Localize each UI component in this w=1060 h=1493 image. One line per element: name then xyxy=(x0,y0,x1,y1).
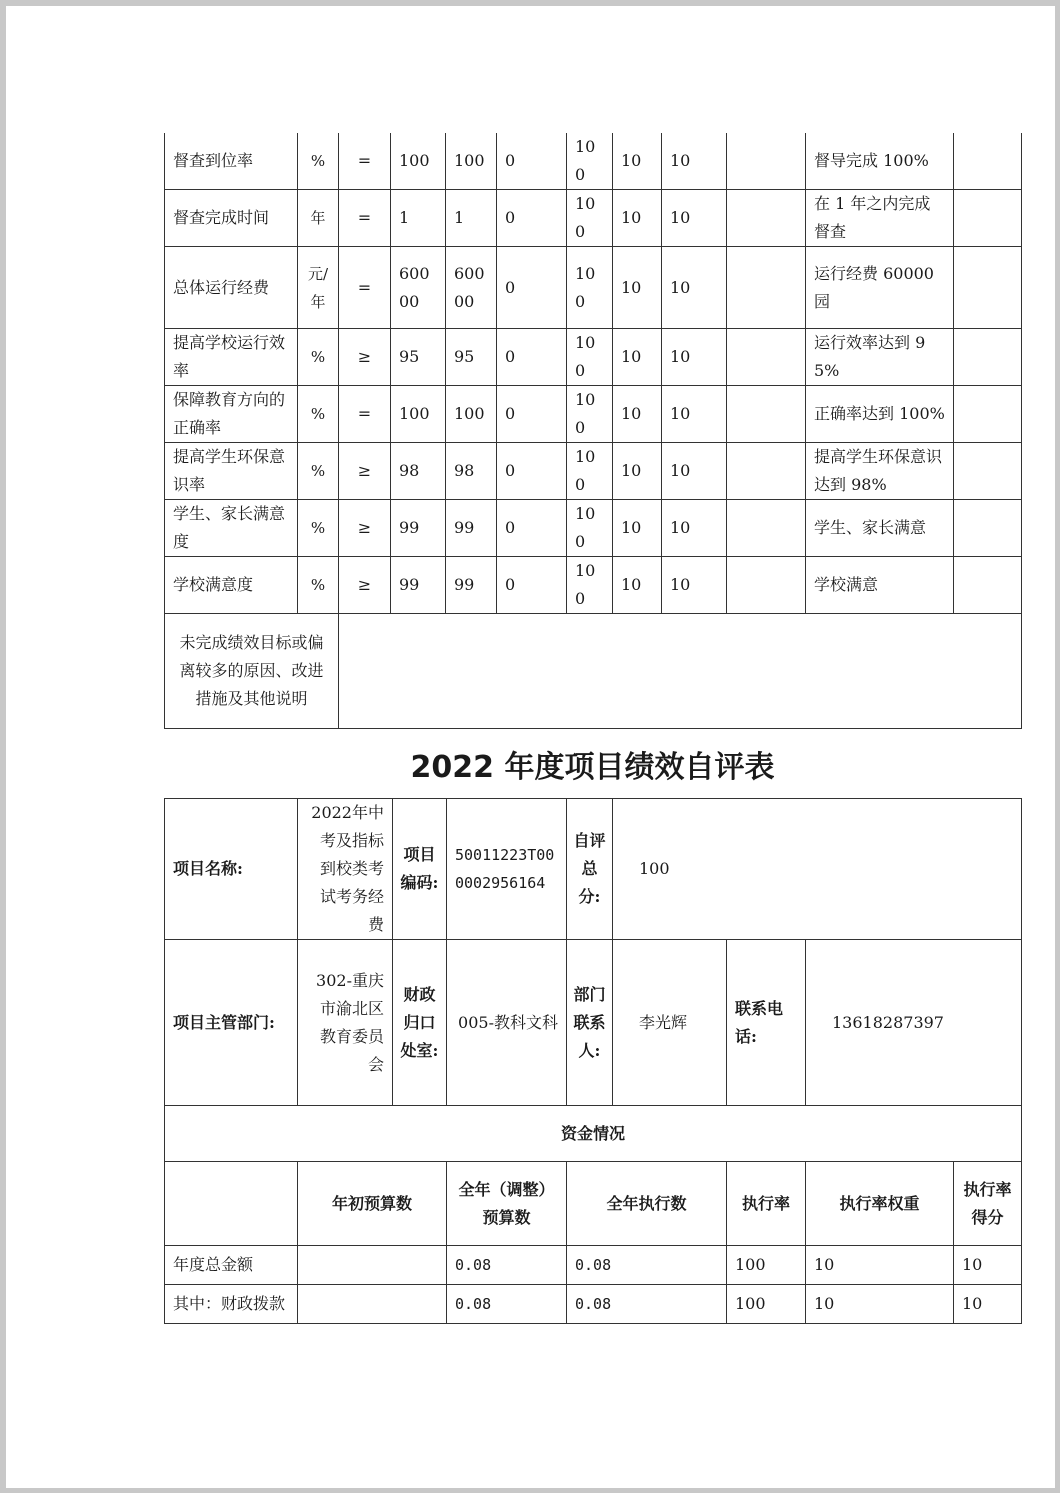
indicator-deviation: 0 xyxy=(497,247,567,329)
indicator-extra xyxy=(727,190,806,247)
indicator-description: 运行经费 60000 园 xyxy=(806,247,954,329)
indicator-weight: 10 xyxy=(613,557,662,614)
indicator-row xyxy=(165,133,1022,190)
indicator-note xyxy=(954,329,1022,386)
indicator-extra xyxy=(727,133,806,190)
funds-header-rate-weight: 执行率权重 xyxy=(806,1162,954,1246)
self-score-label: 自评总分: xyxy=(567,799,613,940)
project-self-evaluation-table xyxy=(164,798,1022,1324)
indicator-description: 运行效率达到 95% xyxy=(806,329,954,386)
funds-cell: 100 xyxy=(727,1285,806,1324)
indicator-rate: 100 xyxy=(567,557,613,614)
indicator-description: 督导完成 100% xyxy=(806,133,954,190)
indicator-actual: 100 xyxy=(446,386,497,443)
funds-header-item xyxy=(165,1162,298,1246)
indicator-unit: % xyxy=(298,329,339,386)
indicator-score: 10 xyxy=(662,557,727,614)
indicator-name: 提高学校运行效率 xyxy=(165,329,298,386)
indicator-note xyxy=(954,386,1022,443)
indicator-name: 学生、家长满意度 xyxy=(165,500,298,557)
funds-header-initial-budget: 年初预算数 xyxy=(298,1162,447,1246)
project-name-label: 项目名称: xyxy=(165,799,298,940)
indicator-operator: = xyxy=(339,190,391,247)
indicator-extra xyxy=(727,386,806,443)
indicator-rate: 100 xyxy=(567,329,613,386)
indicator-operator: ≥ xyxy=(339,500,391,557)
indicator-rate: 100 xyxy=(567,133,613,190)
contact-value: 李光辉 xyxy=(613,940,727,1106)
self-score-value: 100 xyxy=(613,799,1022,940)
funds-cell: 100 xyxy=(727,1246,806,1285)
project-dept-row xyxy=(165,940,1022,1106)
indicator-operator: ≥ xyxy=(339,329,391,386)
indicator-unit: 元/年 xyxy=(298,247,339,329)
document-page xyxy=(6,6,1055,1488)
indicator-name: 总体运行经费 xyxy=(165,247,298,329)
indicator-rate: 100 xyxy=(567,190,613,247)
dept-label: 项目主管部门: xyxy=(165,940,298,1106)
indicator-operator: ≥ xyxy=(339,443,391,500)
indicator-unit: % xyxy=(298,386,339,443)
indicator-target: 1 xyxy=(391,190,446,247)
dept-value: 302-重庆市渝北区教育委员会 xyxy=(298,940,393,1106)
unfinished-reason-value xyxy=(339,614,1022,729)
phone-label: 联系电话: xyxy=(727,940,806,1106)
funds-cell: 0.08 xyxy=(567,1246,727,1285)
funds-cell: 年度总金额 xyxy=(165,1246,298,1285)
funds-section-row xyxy=(165,1106,1022,1162)
funds-cell xyxy=(298,1285,447,1324)
indicator-score: 10 xyxy=(662,133,727,190)
indicator-score: 10 xyxy=(662,386,727,443)
phone-value: 13618287397 xyxy=(806,940,1022,1106)
funds-cell: 10 xyxy=(954,1246,1022,1285)
indicator-name: 督查完成时间 xyxy=(165,190,298,247)
indicator-actual: 98 xyxy=(446,443,497,500)
funds-header-row xyxy=(165,1162,1022,1246)
office-label: 财政归口处室: xyxy=(393,940,447,1106)
indicator-rate: 100 xyxy=(567,443,613,500)
indicator-name: 督查到位率 xyxy=(165,133,298,190)
project-name-row xyxy=(165,799,1022,940)
indicator-description: 学校满意 xyxy=(806,557,954,614)
indicator-note xyxy=(954,500,1022,557)
indicator-rate: 100 xyxy=(567,500,613,557)
funds-header-adjusted-budget: 全年（调整）预算数 xyxy=(447,1162,567,1246)
indicator-deviation: 0 xyxy=(497,133,567,190)
indicator-row xyxy=(165,557,1022,614)
funds-cell: 0.08 xyxy=(447,1246,567,1285)
funds-cell: 10 xyxy=(806,1246,954,1285)
contact-label: 部门联系人: xyxy=(567,940,613,1106)
funds-cell: 0.08 xyxy=(447,1285,567,1324)
indicator-extra xyxy=(727,443,806,500)
indicator-unit: 年 xyxy=(298,190,339,247)
indicator-note xyxy=(954,133,1022,190)
indicator-rate: 100 xyxy=(567,247,613,329)
indicator-extra xyxy=(727,329,806,386)
indicator-operator: = xyxy=(339,133,391,190)
funds-cell: 其中：财政拨款 xyxy=(165,1285,298,1324)
indicator-note xyxy=(954,190,1022,247)
indicator-weight: 10 xyxy=(613,443,662,500)
indicator-actual: 1 xyxy=(446,190,497,247)
indicator-actual: 99 xyxy=(446,557,497,614)
funds-header-executed: 全年执行数 xyxy=(567,1162,727,1246)
indicator-name: 学校满意度 xyxy=(165,557,298,614)
project-code-label: 项目编码: xyxy=(393,799,447,940)
indicator-description: 提高学生环保意识达到 98% xyxy=(806,443,954,500)
performance-indicator-table xyxy=(164,133,1022,729)
indicator-unit: % xyxy=(298,443,339,500)
indicator-operator: ≥ xyxy=(339,557,391,614)
indicator-name: 提高学生环保意识率 xyxy=(165,443,298,500)
indicator-note xyxy=(954,557,1022,614)
unfinished-reason-row xyxy=(165,614,1022,729)
indicator-weight: 10 xyxy=(613,386,662,443)
funds-cell: 10 xyxy=(806,1285,954,1324)
indicator-row xyxy=(165,329,1022,386)
indicator-extra xyxy=(727,500,806,557)
indicator-actual: 100 xyxy=(446,133,497,190)
funds-row-fiscal xyxy=(165,1285,1022,1324)
indicator-row xyxy=(165,386,1022,443)
indicator-deviation: 0 xyxy=(497,500,567,557)
indicator-target: 98 xyxy=(391,443,446,500)
indicator-score: 10 xyxy=(662,443,727,500)
form-title: 2022 年度项目绩效自评表 xyxy=(410,750,775,785)
indicator-row xyxy=(165,190,1022,247)
indicator-unit: % xyxy=(298,500,339,557)
indicator-operator: = xyxy=(339,247,391,329)
office-value: 005-教科文科 xyxy=(447,940,567,1106)
indicator-score: 10 xyxy=(662,190,727,247)
indicator-deviation: 0 xyxy=(497,329,567,386)
indicator-deviation: 0 xyxy=(497,386,567,443)
indicator-row xyxy=(165,443,1022,500)
indicator-deviation: 0 xyxy=(497,443,567,500)
indicator-extra xyxy=(727,557,806,614)
indicator-extra xyxy=(727,247,806,329)
indicator-target: 99 xyxy=(391,500,446,557)
indicator-weight: 10 xyxy=(613,247,662,329)
funds-section-title: 资金情况 xyxy=(165,1106,1022,1162)
indicator-description: 在 1 年之内完成督查 xyxy=(806,190,954,247)
indicator-score: 10 xyxy=(662,247,727,329)
indicator-weight: 10 xyxy=(613,133,662,190)
indicator-weight: 10 xyxy=(613,329,662,386)
indicator-target: 100 xyxy=(391,133,446,190)
unfinished-reason-label: 未完成绩效目标或偏离较多的原因、改进措施及其他说明 xyxy=(165,614,339,729)
indicator-score: 10 xyxy=(662,329,727,386)
indicator-score: 10 xyxy=(662,500,727,557)
funds-header-rate-score: 执行率得分 xyxy=(954,1162,1022,1246)
indicator-description: 正确率达到 100% xyxy=(806,386,954,443)
indicator-row xyxy=(165,500,1022,557)
funds-row-total xyxy=(165,1246,1022,1285)
indicator-target: 95 xyxy=(391,329,446,386)
indicator-note xyxy=(954,247,1022,329)
indicator-actual: 99 xyxy=(446,500,497,557)
indicator-name: 保障教育方向的正确率 xyxy=(165,386,298,443)
indicator-description: 学生、家长满意 xyxy=(806,500,954,557)
funds-cell: 0.08 xyxy=(567,1285,727,1324)
indicator-rate: 100 xyxy=(567,386,613,443)
indicator-row xyxy=(165,247,1022,329)
indicator-note xyxy=(954,443,1022,500)
indicator-target: 100 xyxy=(391,386,446,443)
indicator-operator: = xyxy=(339,386,391,443)
funds-cell: 10 xyxy=(954,1285,1022,1324)
project-name-value: 2022年中考及指标到校类考试考务经费 xyxy=(298,799,393,940)
indicator-deviation: 0 xyxy=(497,190,567,247)
funds-header-exec-rate: 执行率 xyxy=(727,1162,806,1246)
indicator-actual: 95 xyxy=(446,329,497,386)
indicator-actual: 60000 xyxy=(446,247,497,329)
indicator-unit: % xyxy=(298,133,339,190)
indicator-weight: 10 xyxy=(613,500,662,557)
indicator-weight: 10 xyxy=(613,190,662,247)
project-code-value: 50011223T000002956164 xyxy=(447,799,567,940)
indicator-target: 99 xyxy=(391,557,446,614)
indicator-unit: % xyxy=(298,557,339,614)
indicator-deviation: 0 xyxy=(497,557,567,614)
funds-cell xyxy=(298,1246,447,1285)
indicator-target: 60000 xyxy=(391,247,446,329)
